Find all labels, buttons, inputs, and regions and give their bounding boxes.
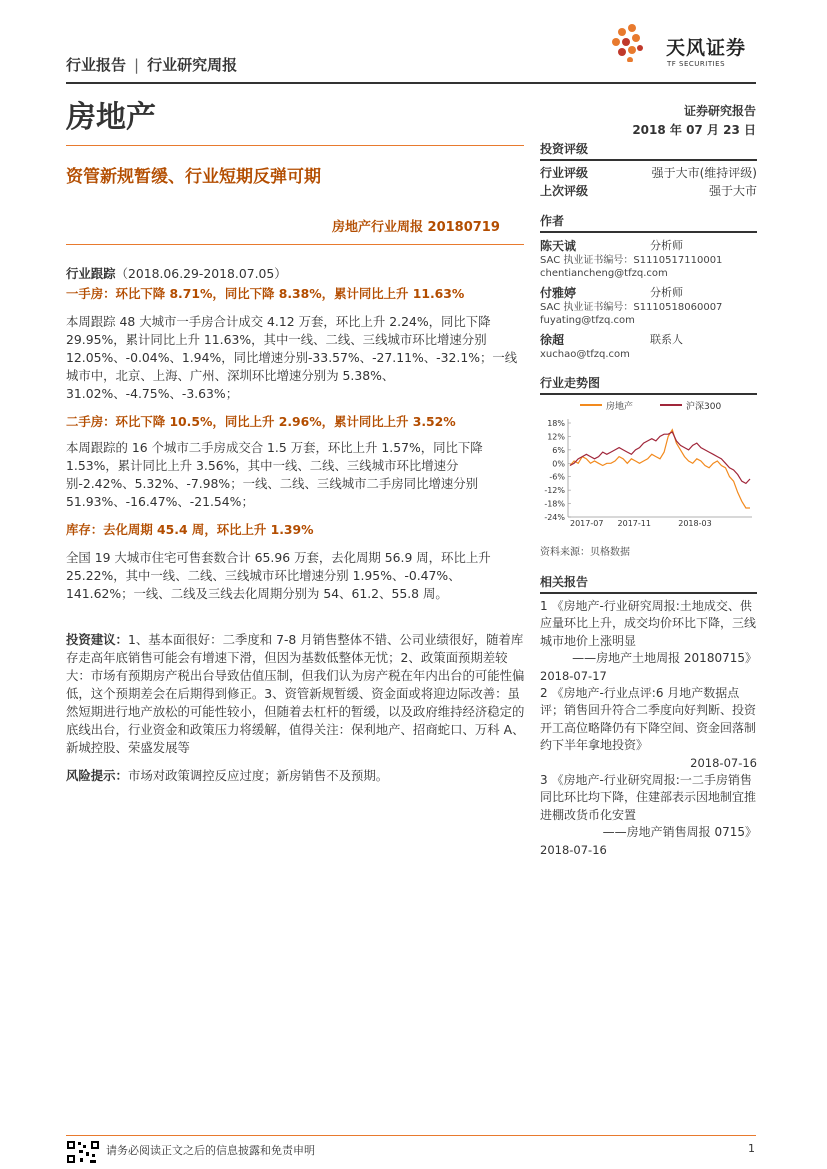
y-tick-label: 12% [547, 432, 565, 442]
report-type: 证券研究报告 [683, 104, 756, 118]
author-email[interactable]: fuyating@tfzq.com [540, 315, 635, 326]
industry-title: 房地产 [66, 100, 156, 135]
y-tick-label: -6% [549, 472, 565, 482]
related-tail: ——房地产土地周报 20180715》 [572, 651, 757, 666]
x-tick-label: 2017-07 [570, 519, 604, 528]
rating-title: 投资评级 [540, 140, 757, 161]
author-email[interactable]: chentiancheng@tfzq.com [540, 268, 668, 279]
rating-value: 强于大市 [708, 184, 757, 198]
legend-label: 房地产 [606, 402, 634, 412]
section-second-hand-heading: 二手房：环比下降 10.5%，同比上升 2.96%，累计同比上升 3.52% [66, 414, 456, 429]
related-title: 相关报告 [540, 573, 757, 594]
header-divider [66, 82, 756, 84]
rating-panel [540, 140, 757, 200]
title-divider-top [66, 145, 524, 146]
report-date: 2018 年 07 月 23 日 [632, 123, 756, 137]
report-breadcrumb [66, 54, 237, 75]
x-tick-label: 2018-03 [678, 519, 712, 528]
risk-note [66, 767, 526, 785]
y-tick-label: -18% [544, 499, 565, 509]
section-new-home-heading: 一手房：环比下降 8.71%，同比下降 8.38%，累计同比上升 11.63% [66, 286, 465, 301]
logo-text-cn: 天风证券 [666, 37, 747, 59]
author-role: 分析师 [650, 286, 683, 299]
industry-trend-chart [540, 395, 757, 535]
risk-label: 风险提示： [66, 768, 128, 783]
y-tick-label: -12% [544, 486, 565, 496]
y-tick-label: -24% [544, 513, 565, 522]
author-entry [540, 331, 757, 361]
page-number: 1 [748, 1142, 755, 1155]
investment-advice [66, 631, 526, 757]
related-text: 3 《房地产-行业研究周报:一二手房销售同比环比均下降，住建部表示因地制宜推进棚改货币化安置 [540, 773, 757, 822]
rating-key: 行业评级 [540, 166, 589, 180]
track-period: （2018.06.29-2018.07.05） [115, 266, 287, 281]
main-content [66, 265, 526, 785]
risk-text: 市场对政策调控反应过度；新房销售不及预期。 [127, 768, 389, 783]
related-date: 2018-07-17 [540, 668, 607, 683]
track-heading [66, 265, 526, 283]
footer-disclaimer: 请务必阅读正文之后的信息披露和免责申明 [106, 1144, 315, 1157]
report-title: 资管新规暂缓、行业短期反弹可期 [66, 167, 321, 187]
y-tick-label: 0% [552, 459, 565, 469]
chart-title: 行业走势图 [540, 374, 757, 395]
author-email[interactable]: xuchao@tfzq.com [540, 349, 630, 360]
author-name: 徐超 [540, 333, 565, 347]
section-inventory-heading: 库存：去化周期 45.4 周，环比上升 1.39% [66, 522, 314, 537]
chart-panel-header [540, 374, 757, 395]
related-date: 2018-07-16 [690, 755, 757, 770]
authors-title: 作者 [540, 212, 757, 233]
authors-panel [540, 212, 757, 361]
author-name: 付雅婷 [540, 286, 577, 300]
logo-text-en: TF SECURITIES [667, 60, 726, 68]
related-text: 2 《房地产-行业点评:6 月地产数据点评；销售回升符合二季度向好判断、投资开工高位略降仍有下降空间、资金回落制约下半年拿地投资》 [540, 686, 757, 753]
author-entry [540, 237, 757, 280]
sub-category-label: 行业研究周报 [147, 56, 238, 74]
author-entry [540, 284, 757, 327]
title-divider-bottom [66, 244, 524, 245]
rating-row [540, 164, 757, 182]
rating-value: 强于大市(维持评级) [651, 166, 757, 180]
section-new-home-text: 本周跟踪 48 大城市一手房合计成交 4.12 万套，环比上升 2.24%，同比下降 29.95%，累计同比上升 11.63%，其中一线、二线、三线城市环比增速分别 12.05%、-0.04%、1.94%，同比增速分别-33.57%、-27.11%、-32.1%；一线城市中，北京、上海、广州、深圳环比增速分别为 5.38%、31.02%、-4.75%、-3.63%； [66, 314, 518, 401]
section-inventory-text: 全国 19 大城市住宅可售套数合计 65.96 万套，去化周期 56.9 周，环比上升 25.22%，其中一线、二线、三线城市环比增速分别 1.95%、-0.47%、141.62%；一线、二线及三线去化周期分别为 54、61.2、55.8 周。 [66, 550, 491, 601]
author-sac: SAC 执业证书编号：S1110517110001 [540, 255, 723, 266]
related-text: 1 《房地产-行业研究周报:土地成交、供应量环比上升，成交均价环比下降，三线城市地价上涨明显 [540, 599, 757, 648]
related-tail: ——房地产销售周报 0715》 [602, 825, 757, 840]
report-subtitle: 房地产行业周报 20180719 [332, 220, 500, 235]
related-date: 2018-07-16 [540, 842, 607, 857]
track-label: 行业跟踪 [66, 266, 116, 281]
investment-text: 1、基本面很好：二季度和 7-8 月销售整体不错、公司业绩很好，随着库存走高年底销售可能会有增速下滑，但因为基数低整体无忧；2、政策面预期差较大：市场有预期房产税出台导致估值压制，但我们认为房产税在年内出台的可能性偏低，这个预期差会在后期得到修正。3、资管新规暂缓、资金面或将迎边际改善：虽然短期进行地产放松的可能性较小，但随着去杠杆的暂缓，以及政府维持经济稳定的底线出台，行业资金和政策压力将缓解，值得关注：保利地产、招商蛇口、万科 A、新城控股、荣盛发展等 [66, 632, 525, 755]
author-name: 陈天诚 [540, 239, 577, 253]
category-label: 行业报告 [66, 56, 127, 74]
rating-row [540, 182, 757, 200]
footer-divider [66, 1135, 756, 1136]
investment-label: 投资建议： [66, 632, 128, 647]
legend-label: 沪深300 [686, 402, 722, 412]
x-tick-label: 2017-11 [617, 519, 651, 528]
related-item[interactable] [540, 598, 757, 685]
chart-source: 资料来源：贝格数据 [540, 547, 630, 558]
author-sac: SAC 执业证书编号：S1110518060007 [540, 302, 723, 313]
rating-key: 上次评级 [540, 184, 589, 198]
series-line [570, 430, 750, 508]
author-role: 联系人 [650, 333, 683, 346]
section-second-hand-text: 本周跟踪的 16 个城市二手房成交合 1.5 万套，环比上升 1.57%，同比下降 1.53%，累计同比上升 3.56%，其中一线、二线、三线城市环比增速分别-2.42%、5.32%、-7.98%；一线、二线、三线城市二手房同比增速分别 51.93%、-16.47%、-21.54%； [66, 440, 483, 509]
related-item[interactable] [540, 685, 757, 772]
y-tick-label: 6% [552, 445, 565, 455]
author-role: 分析师 [650, 239, 683, 252]
qr-code-icon [66, 1140, 100, 1164]
y-tick-label: 18% [547, 419, 565, 428]
related-item[interactable] [540, 772, 757, 859]
related-panel [540, 573, 757, 859]
breadcrumb-separator: | [134, 56, 140, 74]
